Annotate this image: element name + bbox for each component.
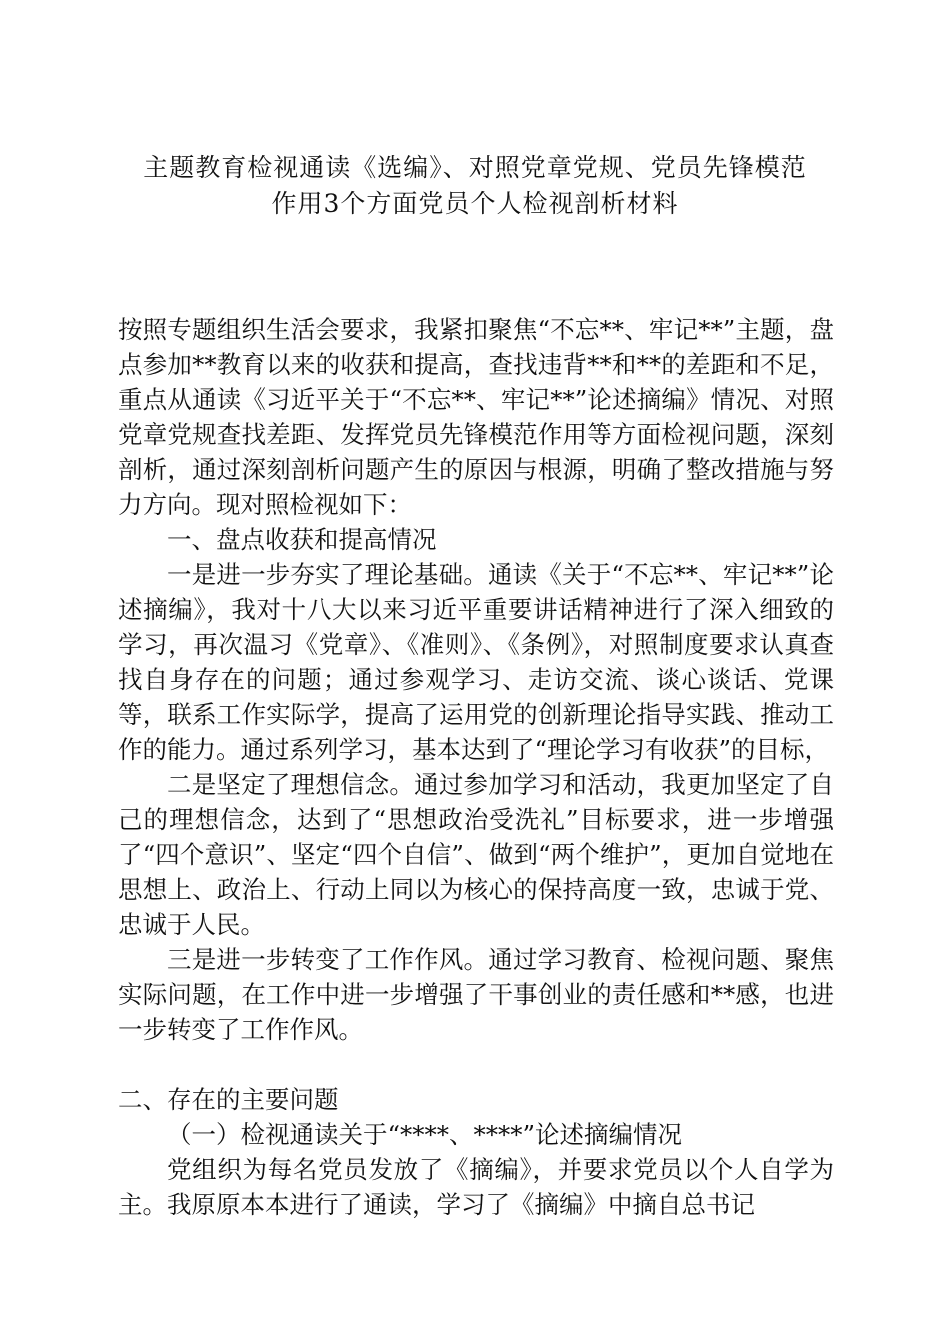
blank-line bbox=[118, 1047, 834, 1082]
document-body bbox=[118, 312, 834, 1222]
title-line-2: 作用3个方面党员个人检视剖析材料 bbox=[271, 189, 679, 218]
section1-heading: 一、盘点收获和提高情况 bbox=[167, 525, 437, 554]
document-title bbox=[118, 150, 832, 222]
section2-paragraph: 党组织为每名党员发放了《摘编》，并要求党员以个人自学为主。我原原本本进行了通读，学习了《摘编》中摘自总书记 bbox=[118, 1155, 834, 1219]
section2-sub-heading: （一）检视通读关于“****、****”论述摘编情况 bbox=[167, 1120, 683, 1149]
title-line-1: 主题教育检视通读《选编》、对照党章党规、党员先锋模范 bbox=[143, 153, 807, 182]
section1-paragraph-2: 二是坚定了理想信念。通过参加学习和活动，我更加坚定了自己的理想信念，达到了“思想政治受洗礼”目标要求，进一步增强了“四个意识”、坚定“四个自信”、做到“两个维护”，更加自觉地在思想上、政治上、行动上同以为核心的保持高度一致，忠诚于党、忠诚于人民。 bbox=[118, 770, 834, 939]
section1-paragraph-1: 一是进一步夯实了理论基础。通读《关于“不忘**、牢记**”论述摘编》，我对十八大以来习近平重要讲话精神进行了深入细致的学习，再次温习《党章》、《准则》、《条例》，对照制度要求认真查找自身存在的问题；通过参观学习、走访交流、谈心谈话、党课等，联系工作实际学，提高了运用党的创新理论指导实践、推动工作的能力。通过系列学习，基本达到了“理论学习有收获”的目标， bbox=[118, 560, 834, 764]
section2-heading: 二、存在的主要问题 bbox=[118, 1085, 339, 1114]
section1-paragraph-3: 三是进一步转变了工作作风。通过学习教育、检视问题、聚焦实际问题，在工作中进一步增强了干事创业的责任感和**感，也进一步转变了工作作风。 bbox=[118, 945, 834, 1044]
intro-paragraph: 按照专题组织生活会要求，我紧扣聚焦“不忘**、牢记**”主题，盘点参加**教育以来的收获和提高，查找违背**和**的差距和不足，重点从通读《习近平关于“不忘**、牢记**”论述摘编》情况、对照党章党规查找差距、发挥党员先锋模范作用等方面检视问题，深刻剖析，通过深刻剖析问题产生的原因与根源，明确了整改措施与努力方向。现对照检视如下： bbox=[118, 315, 834, 519]
